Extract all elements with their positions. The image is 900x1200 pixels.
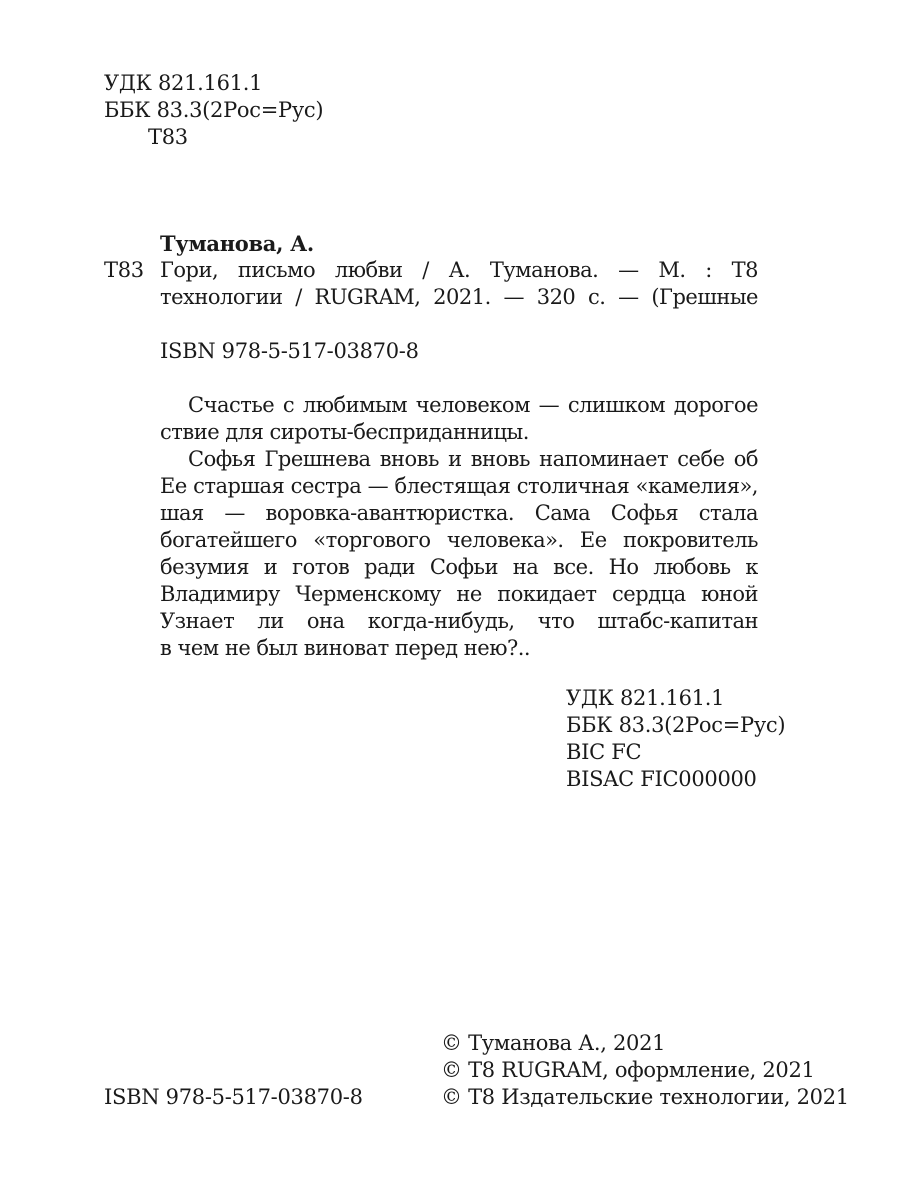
annotation-line: Софья Грешнева вновь и вновь напоминает себе об [188,447,758,471]
isbn-footer: ISBN 978-5-517-03870-8 [104,1085,363,1109]
annotation [160,392,758,662]
description-line: Гори, письмо любви / А. Туманова. — М. : Т8 [160,258,758,282]
annotation-line: безумия и готов ради Софьи на все. Но любовь к [160,555,758,579]
annotation-line: Владимиру Черменскому не покидает сердца юной [160,582,758,606]
copyright-design: © Т8 RUGRAM, оформление, 2021 [441,1058,815,1082]
copyright-block [441,1030,849,1111]
annotation-line: в чем не был виноват перед нею?.. [160,636,531,660]
bbk-code: ББК 83.3(2Рос=Рус) [104,98,324,122]
annotation-line: ствие для сироты-бесприданницы. [160,420,529,444]
bic-code: BIC FC [566,740,642,764]
description-line: технологии / RUGRAM, 2021. — 320 с. — (Грешные [160,285,758,309]
annotation-line: богатейшего «торгового человека». Ее покровитель [160,528,758,552]
udk-code: УДК 821.161.1 [566,686,725,710]
udk-code: УДК 821.161.1 [104,71,263,95]
copyright-author: © Туманова А., 2021 [441,1031,666,1055]
bibliographic-description [160,257,758,311]
author-heading: Туманова, А. [160,231,314,256]
isbn-record: ISBN 978-5-517-03870-8 [160,339,419,363]
annotation-line: шая — воровка-авантюристка. Сама Софья стала [160,501,758,525]
classification-top [104,70,323,151]
classification-bottom [566,685,785,793]
annotation-line: Счастье с любимым человеком — слишком дорогое [188,393,758,417]
annotation-line: Ее старшая сестра — блестящая столичная «камелия», [160,474,758,498]
annotation-line: Узнает ли она когда-нибудь, что штабс-капитан [160,609,758,633]
bbk-code: ББК 83.3(2Рос=Рус) [566,713,786,737]
author-mark: Т83 [148,125,188,149]
copyright-publisher: © Т8 Издательские технологии, 2021 [441,1085,849,1109]
record-author-mark: Т83 [104,258,144,282]
bisac-code: BISAC FIC000000 [566,767,757,791]
